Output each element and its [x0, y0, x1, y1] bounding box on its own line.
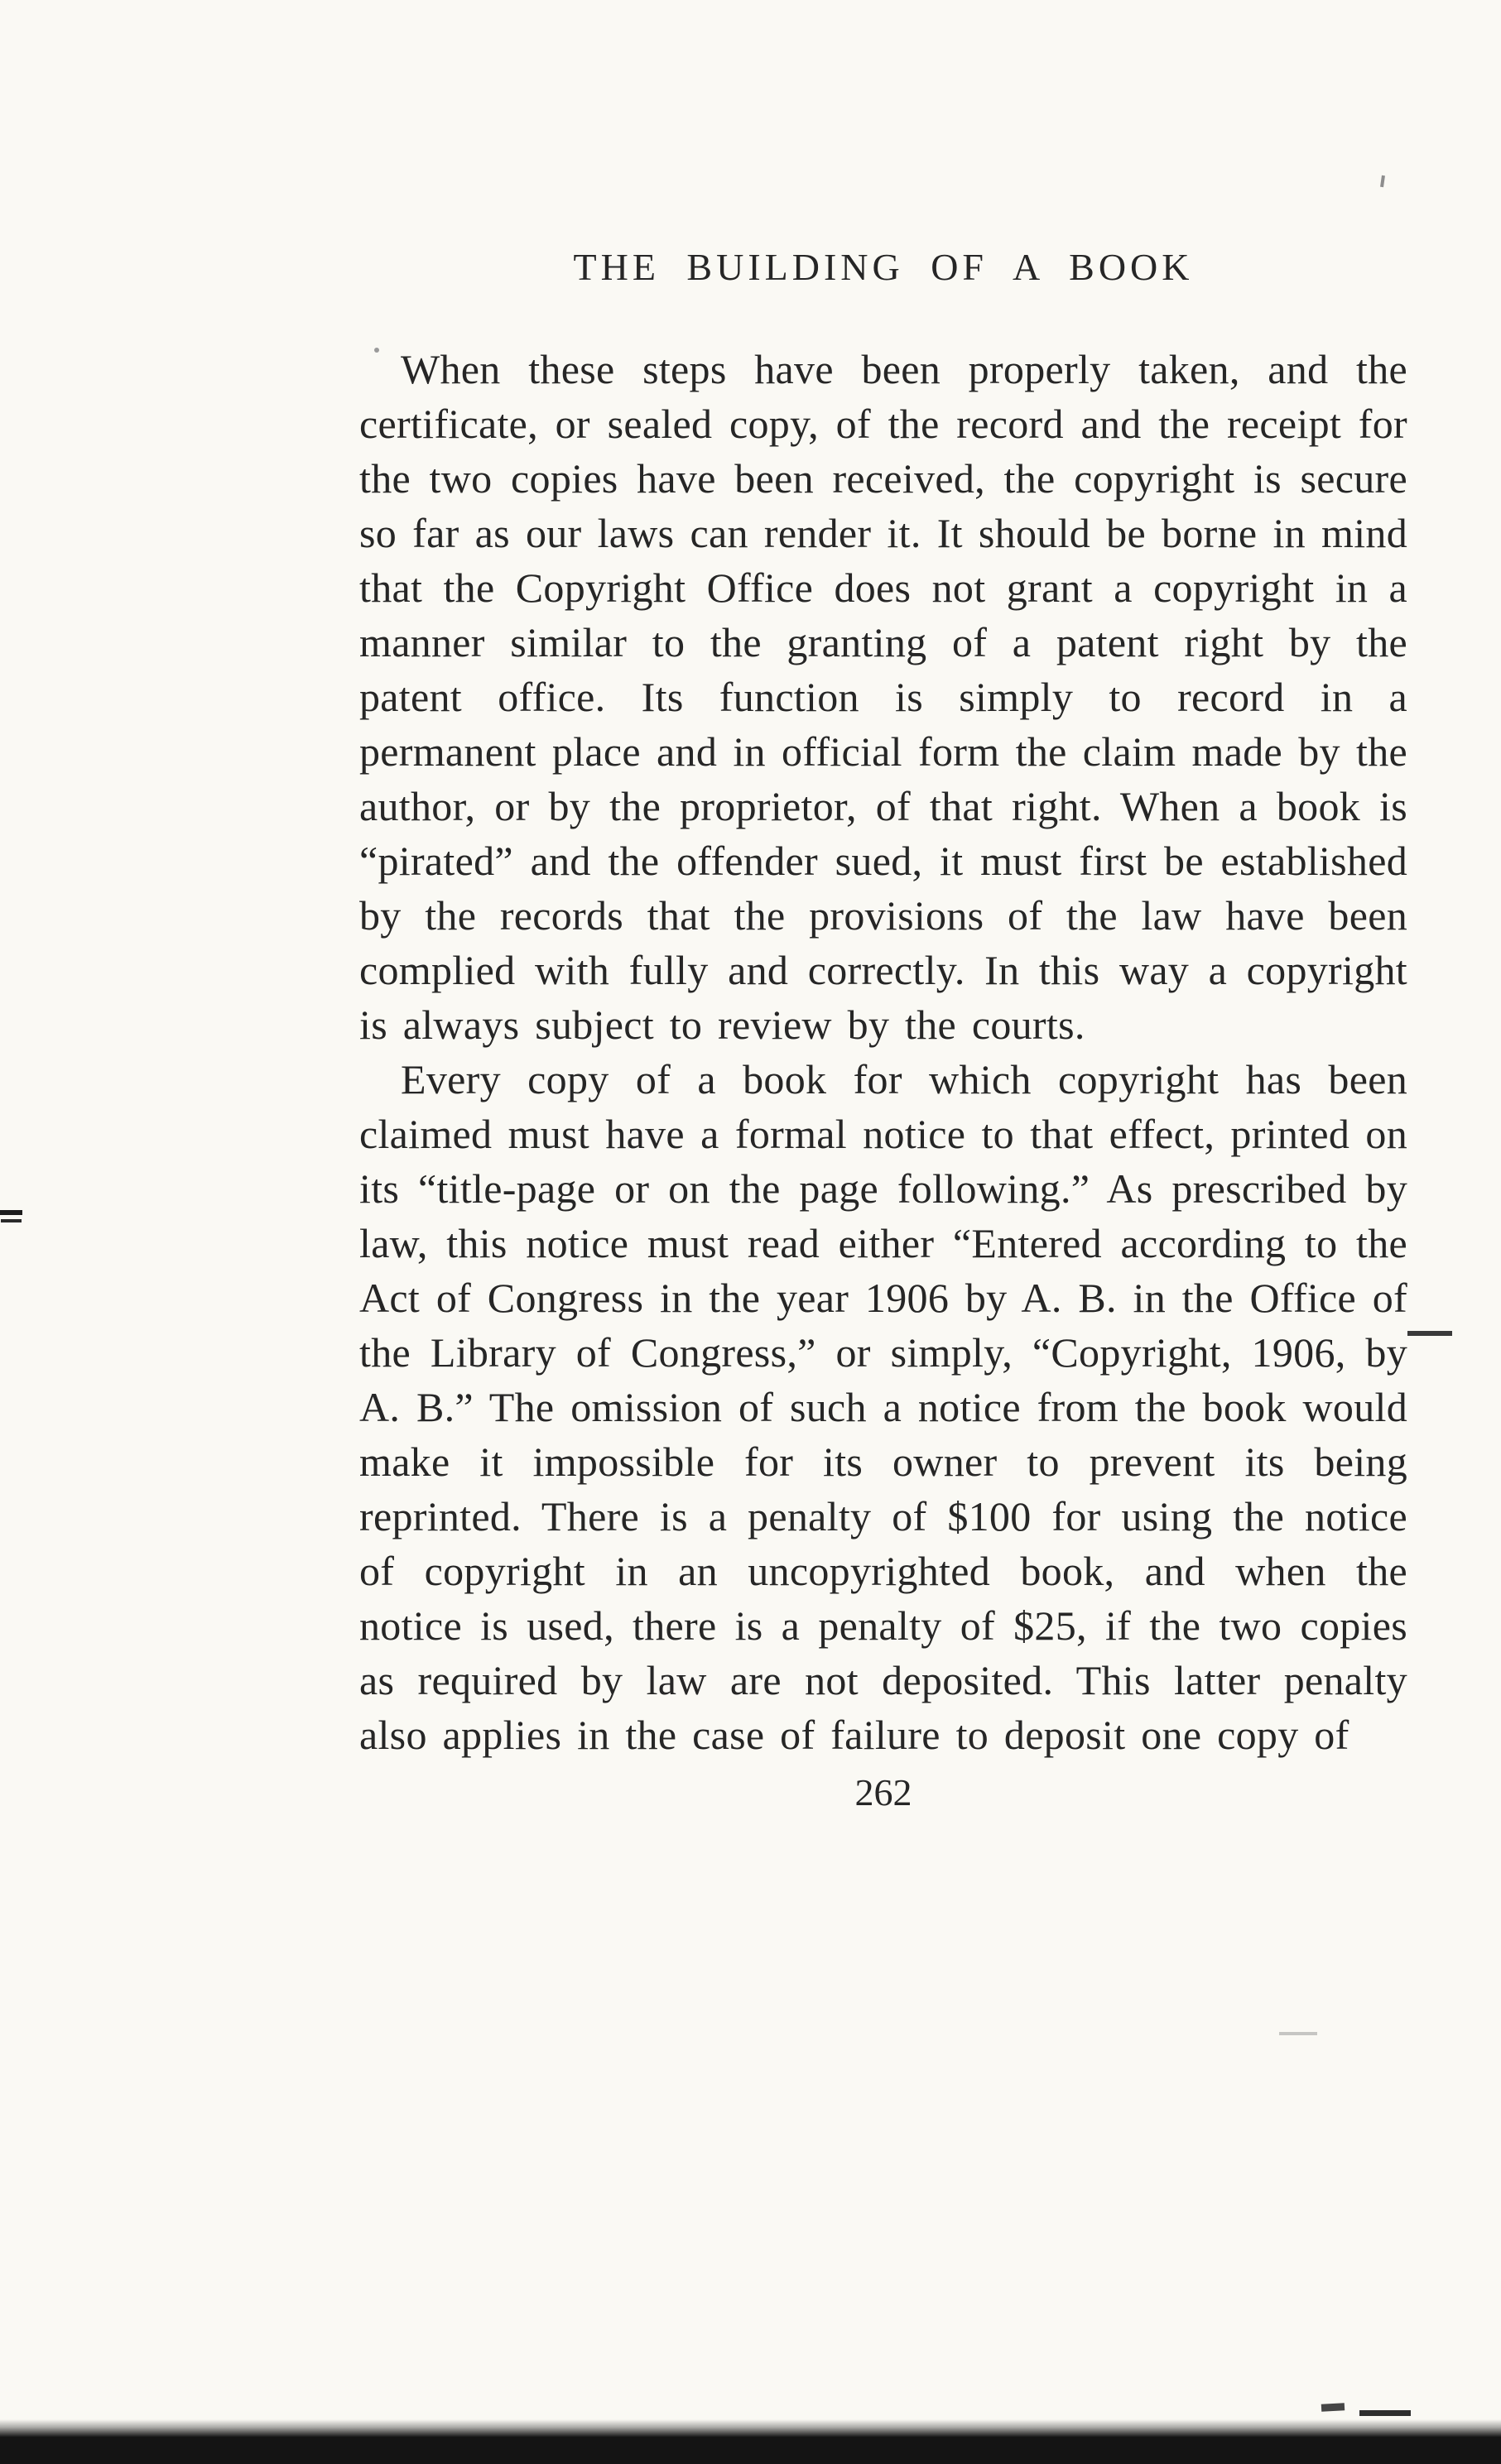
scan-speck-top-right	[1380, 175, 1385, 187]
page-number: 262	[854, 1771, 912, 1813]
scan-dot-paragraph-start	[374, 348, 379, 353]
scan-speck-bottom-right	[1321, 2403, 1345, 2411]
scan-mark-left-edge	[0, 1210, 22, 1215]
scan-dash-right-margin	[1407, 1331, 1452, 1336]
paragraph-2: Every copy of a book for which copyright has been claimed must have a formal notice to that effect, printed on its “title-page or on the page following.” As prescribed by law, this notice must read either “Entered according to the Act of Congress in the year 1906 by A. B. in the Office of the Library of Congress,” or simply, “Copyright, 1906, by A. B.” The omission of such a notice from the book would make it impossible for its owner to prevent its being reprinted. There is a penalty of $100 for using the notice of copyright in an uncopyrighted book, and when the notice is used, there is a penalty of $25, if the two copies as required by law are not deposited. This latter penalty also applies in the case of failure to deposit one copy of	[359, 1056, 1407, 1758]
paragraph-1: When these steps have been properly taken, and the certificate, or sealed copy, of the record and the receipt for the two copies have been received, the copyright is secure so far as our laws can render it. It should be borne in mind that the Copyright Office does not grant a copyright in a manner similar to the granting of a patent right by the patent office. Its function is simply to record in a permanent place and in official form the claim made by the author, or by the proprietor, of that right. When a book is “pirated” and the offender sued, it must first be established by the records that the provisions of the law have been complied with fully and correctly. In this way a copyright is always subject to review by the courts.	[359, 346, 1407, 1048]
scan-line-below-page-number	[1279, 2032, 1317, 2035]
text-block	[359, 245, 1407, 1822]
scan-edge-band	[0, 2419, 1501, 2464]
running-head: THE BUILDING OF A BOOK	[573, 246, 1194, 288]
scan-speck-bottom-right	[1359, 2410, 1411, 2416]
